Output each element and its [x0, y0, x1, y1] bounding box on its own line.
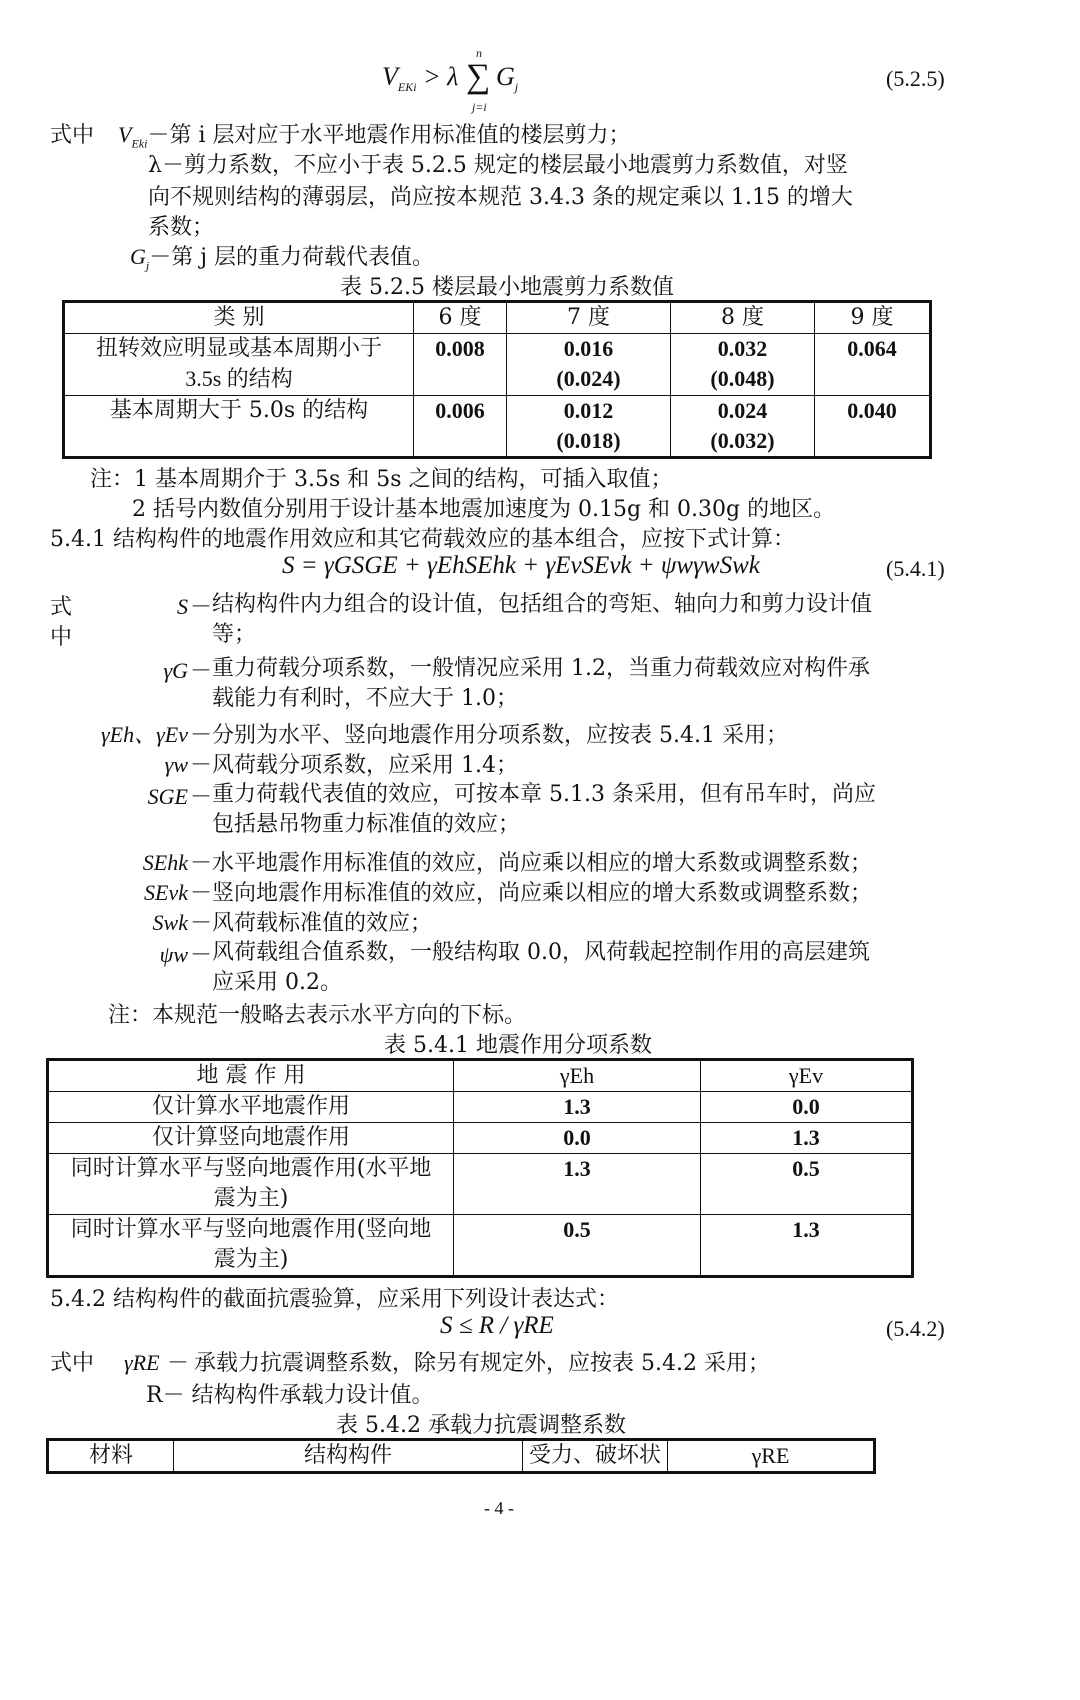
header-stress-failure: 受力、破坏状	[523, 1440, 668, 1473]
table-note-2: 2 括号内数值分别用于设计基本地震加速度为 0.15g 和 0.30g 的地区。	[132, 497, 836, 522]
equation-number-5-4-2: (5.4.2)	[886, 1316, 945, 1341]
table-row	[64, 396, 931, 458]
sum-bottom-limit: j=i	[472, 100, 487, 114]
equation-number-5-4-1: (5.4.1)	[886, 556, 945, 581]
where-item-lambda-line3: 系数；	[148, 215, 215, 240]
action-cell: 仅计算竖向地震作用	[48, 1123, 454, 1154]
var-label: SEhk－	[142, 850, 210, 875]
value-cell: 1.3	[701, 1215, 913, 1277]
header-structural-member: 结构构件	[174, 1440, 523, 1473]
value-cell: 1.3	[454, 1092, 701, 1123]
where-item-lambda-line1: λ－剪力系数，不应小于表 5.2.5 规定的楼层最小地震剪力系数值，对竖	[148, 153, 848, 178]
value-cell: 0.5	[454, 1215, 701, 1277]
var-label: Swk－	[152, 910, 210, 935]
equation-number-5-2-5: (5.2.5)	[886, 66, 945, 91]
equation-5-4-2: S ≤ R / γRE	[440, 1312, 554, 1339]
header-9-degree: 9 度	[815, 302, 931, 334]
header-6-degree: 6 度	[414, 302, 507, 334]
table-header-row	[48, 1440, 875, 1473]
table-row	[48, 1092, 913, 1123]
header-gamma-re: γRE	[668, 1440, 875, 1473]
table-row	[48, 1123, 913, 1154]
value-cell: 1.3	[701, 1123, 913, 1154]
value-cell: 0.0	[701, 1092, 913, 1123]
table-header-row	[48, 1060, 913, 1092]
action-cell: 同时计算水平与竖向地震作用(水平地 震为主)	[48, 1154, 454, 1215]
action-cell: 仅计算水平地震作用	[48, 1092, 454, 1123]
table-5-4-2	[46, 1438, 876, 1474]
page-number: - 4 -	[484, 1498, 514, 1518]
var-label: γw－	[164, 752, 210, 777]
var-label: SEvk－	[144, 880, 210, 905]
var-label: SGE－	[147, 784, 210, 809]
table-caption-5-2-5: 表 5.2.5 楼层最小地震剪力系数值	[340, 275, 674, 300]
value-cell: 0.0	[454, 1123, 701, 1154]
where-label-top: 式	[50, 595, 73, 620]
sum-top-limit: n	[476, 46, 482, 60]
header-gamma-eh: γEh	[454, 1060, 701, 1092]
header-gamma-ev: γEv	[701, 1060, 913, 1092]
equation-5-4-1: S = γGSGE + γEhSEhk + γEvSEvk + ψwγwSwk	[282, 552, 760, 579]
value-cell: 0.016 (0.024)	[507, 334, 671, 396]
where-item-lambda-line2: 向不规则结构的薄弱层，尚应按本规范 3.4.3 条的规定乘以 1.15 的增大	[148, 185, 853, 210]
var-label: ψw－	[159, 942, 210, 967]
var-label: S－	[176, 594, 210, 619]
value-cell: 0.012 (0.018)	[507, 396, 671, 458]
value-cell: 0.040	[815, 396, 931, 458]
value-cell: 0.008	[414, 334, 507, 396]
table-row	[48, 1215, 913, 1277]
where-label: 式中	[50, 1351, 95, 1376]
where-item-r: R－ 结构构件承载力设计值。	[146, 1383, 434, 1408]
header-category: 类 别	[64, 302, 414, 334]
var-label: γEh、γEv－	[101, 722, 210, 747]
table-note-1: 注：1 基本周期介于 3.5s 和 5s 之间的结构，可插入取值；	[90, 467, 673, 492]
where-label: 式中	[50, 123, 95, 148]
sum-term: $G_j$	[496, 62, 519, 95]
sum-symbol: ∑	[466, 58, 491, 95]
section-heading-5-4-1: 5.4.1 结构构件的地震作用效应和其它荷载效应的基本组合，应按下式计算：	[50, 527, 795, 552]
category-cell: 扭转效应明显或基本周期小于 3.5s 的结构	[64, 334, 414, 396]
value-cell: 0.5	[701, 1154, 913, 1215]
action-cell: 同时计算水平与竖向地震作用(竖向地 震为主)	[48, 1215, 454, 1277]
var-label: γG－	[163, 658, 210, 683]
section-heading-5-4-2: 5.4.2 结构构件的截面抗震验算，应采用下列设计表达式：	[50, 1287, 619, 1312]
header-7-degree: 7 度	[507, 302, 671, 334]
table-5-4-1	[46, 1058, 914, 1278]
header-8-degree: 8 度	[671, 302, 815, 334]
category-cell: 基本周期大于 5.0s 的结构	[64, 396, 414, 458]
header-material: 材料	[48, 1440, 174, 1473]
value-cell: 0.032 (0.048)	[671, 334, 815, 396]
table-caption-5-4-1: 表 5.4.1 地震作用分项系数	[384, 1033, 652, 1058]
value-cell: 0.064	[815, 334, 931, 396]
where-label-bottom: 中	[50, 625, 73, 650]
value-cell: 1.3	[454, 1154, 701, 1215]
table-row	[64, 334, 931, 396]
table-caption-5-4-2: 表 5.4.2 承载力抗震调整系数	[336, 1413, 626, 1438]
table-5-2-5	[62, 300, 932, 459]
header-action: 地 震 作 用	[48, 1060, 454, 1092]
where-item-gamma-re: γRE － 承载力抗震调整系数，除另有规定外，应按表 5.4.2 采用；	[124, 1350, 771, 1376]
value-cell: 0.006	[414, 396, 507, 458]
section-note: 注：本规范一般略去表示水平方向的下标。	[108, 1003, 527, 1028]
where-item-veki: $V_{Eki}-$第 i 层对应于水平地震作用标准值的楼层剪力；	[118, 122, 631, 151]
table-header-row	[64, 302, 931, 334]
where-item-gj: $G_j-$第 j 层的重力荷载代表值。	[130, 244, 435, 273]
equation-5-2-5: $V_{EKi} > \lambda$	[382, 62, 459, 95]
table-row	[48, 1154, 913, 1215]
value-cell: 0.024 (0.032)	[671, 396, 815, 458]
